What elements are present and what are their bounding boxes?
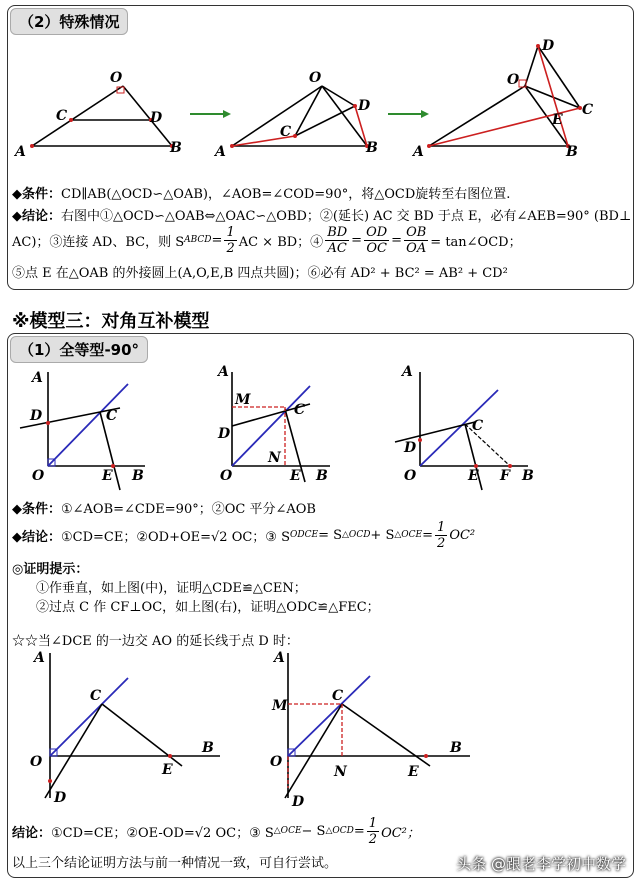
label-d: D xyxy=(404,440,417,456)
label-o: O xyxy=(110,70,123,86)
fig-congruent-left xyxy=(20,370,145,490)
model3-proof-2: ②过点 C 作 CF⊥OC，如上图(右)，证明△ODC≌△FEC； xyxy=(36,600,380,615)
label-d: D xyxy=(30,408,43,424)
arrow-icon xyxy=(190,110,231,118)
label-a: A xyxy=(413,144,424,160)
fig-congruent-middle xyxy=(216,364,330,484)
label-a: A xyxy=(402,364,413,380)
label-b: B xyxy=(450,740,462,756)
fig-rotated-large xyxy=(411,38,593,160)
model3-star-line: ☆☆当∠DCE 的一边交 AO 的延长线于点 D 时： xyxy=(12,634,299,649)
section2-conclusion-2: AC)；③连接 AD、BC，则 S ABCD = $\frac{1}{2}$ AC × BD；④ $\frac{BD}{AC}$ = $\frac{OD}{OC}$ = $\frac{OB}{OA}$ = tan∠OCD； xyxy=(12,224,522,256)
label-a: A xyxy=(218,364,229,380)
label-o: O xyxy=(30,754,43,770)
label-b: B xyxy=(522,468,534,484)
section2-conclusion-1: ◆结论：右图中①△OCD∽△OAB⇔△OAC∽△OBD；②(延长) AC 交 BD 于点 E，必有∠AEB=90° (BD⊥ xyxy=(12,209,632,224)
model3-diagrams-bottom xyxy=(10,648,630,813)
label-a: A xyxy=(34,650,45,666)
section2-condition: ◆条件：CD∥AB(△OCD∽△OAB)，∠AOB=∠COD=90°，将△OCD旋转至右图位置. xyxy=(12,187,511,202)
section2-conclusion-3: ⑤点 E 在△OAB 的外接圆上(A,O,E,B 四点共圆)；⑥必有 AD² + BC² = AB² + CD² xyxy=(12,266,508,281)
label-d: D xyxy=(542,38,555,54)
label-n: N xyxy=(268,450,281,466)
label-e: E xyxy=(468,468,479,484)
model3-conclusion-2: 结论： ①CD=CE；②OE-OD=√2 OC；③ S △OCE − S △OCD = $\frac{1}{2}$ OC²； xyxy=(12,815,420,847)
fig-extension-right xyxy=(270,650,470,810)
label-b: B xyxy=(202,740,214,756)
label-o: O xyxy=(404,468,417,484)
label-a: A xyxy=(32,370,43,386)
label-o: O xyxy=(32,468,45,484)
label-c: C xyxy=(90,688,102,704)
model3-tag: （1）全等型-90° xyxy=(10,336,148,363)
model3-conclusion: ◆结论： ①CD=CE；②OD+OE=√2 OC；③ S ODCE = S △OCD + S △OCE = $\frac{1}{2}$ OC² xyxy=(12,519,476,551)
label-e: E xyxy=(552,112,563,128)
label-d: D xyxy=(292,794,305,810)
label-e: E xyxy=(102,468,113,484)
label-d: D xyxy=(54,790,67,806)
label-f: F xyxy=(500,468,510,484)
label-e: E xyxy=(290,468,301,484)
label-d: D xyxy=(218,426,231,442)
label-e: E xyxy=(408,764,419,780)
label-a: A xyxy=(215,144,226,160)
label-a: A xyxy=(274,650,285,666)
label-o: O xyxy=(309,70,322,86)
label-c: C xyxy=(582,102,594,118)
label-b: B xyxy=(132,468,144,484)
label-m: M xyxy=(272,698,288,714)
fig-extension-left xyxy=(30,650,220,806)
label-o: O xyxy=(507,72,520,88)
section2-tag: （2）特殊情况 xyxy=(10,8,128,35)
model3-final-note: 以上三个结论证明方法与前一种情况一致，可自行尝试。 xyxy=(12,856,338,871)
fig-cd-parallel-ab xyxy=(13,70,182,160)
label-d: D xyxy=(358,98,371,114)
label-c: C xyxy=(280,124,292,140)
model3-diagrams-top xyxy=(10,362,630,492)
label-b: B xyxy=(366,140,378,156)
label-c: C xyxy=(56,108,68,124)
label-o: O xyxy=(220,468,233,484)
label-m: M xyxy=(235,392,251,408)
model3-heading: ※模型三：对角互补模型 xyxy=(12,311,210,332)
label-c: C xyxy=(332,688,344,704)
label-o: O xyxy=(270,754,283,770)
label-c: C xyxy=(472,418,484,434)
label-e: E xyxy=(162,762,173,778)
label-b: B xyxy=(170,140,182,156)
label-d: D xyxy=(150,110,163,126)
label-n: N xyxy=(334,764,347,780)
label-c: C xyxy=(294,402,306,418)
fig-rotated-small xyxy=(213,70,378,160)
arrow-icon xyxy=(388,110,429,118)
section2-diagrams xyxy=(10,30,630,165)
fig-congruent-right xyxy=(395,364,534,490)
model3-condition: ◆条件：①∠AOB=∠CDE=90°；②OC 平分∠AOB xyxy=(12,502,316,517)
label-b: B xyxy=(316,468,328,484)
model3-proof-label: ◎证明提示： xyxy=(12,562,89,577)
label-b: B xyxy=(566,144,578,160)
label-a: A xyxy=(15,144,26,160)
watermark: 头条 @跟老李学初中数学 xyxy=(456,855,626,873)
label-c: C xyxy=(106,408,118,424)
model3-proof-1: ①作垂直，如上图(中)，证明△CDE≌△CEN； xyxy=(36,581,307,596)
